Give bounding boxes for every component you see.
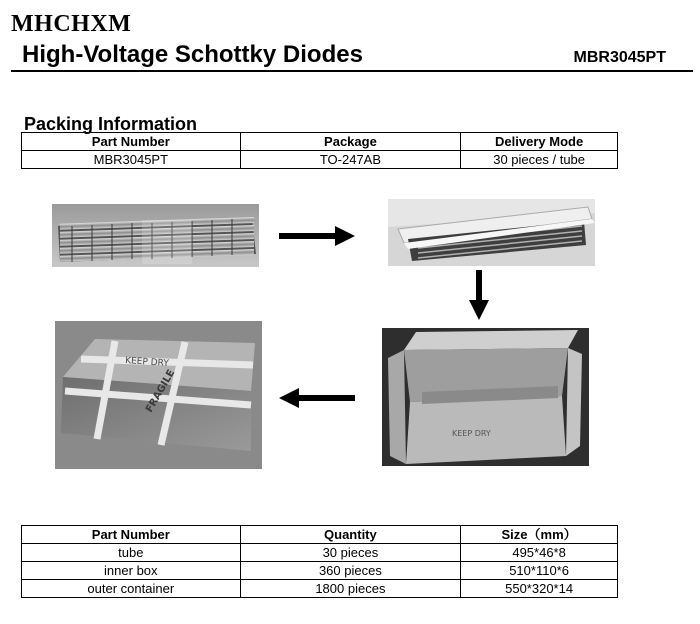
- table-cell: outer container: [22, 580, 241, 598]
- column-header: Size（mm）: [461, 526, 618, 544]
- table-cell: MBR3045PT: [22, 151, 241, 169]
- tape-label-text: FRAGILE: [144, 367, 178, 415]
- column-header: Quantity: [240, 526, 461, 544]
- table-cell: 510*110*6: [461, 562, 618, 580]
- table-row: [22, 580, 618, 598]
- table-header-row: [22, 133, 618, 151]
- photo-tubes: [52, 204, 259, 267]
- table-cell: 495*46*8: [461, 544, 618, 562]
- table-cell: TO-247AB: [240, 151, 461, 169]
- table-cell: inner box: [22, 562, 241, 580]
- brand-logo: MHCHXM: [11, 11, 132, 37]
- arrow-right-icon: [279, 226, 355, 246]
- arrow-down-icon: [469, 270, 489, 320]
- photo-outer-container: [55, 321, 262, 469]
- header-rule: [11, 70, 693, 72]
- table-row: [22, 544, 618, 562]
- quantity-table: [21, 525, 618, 598]
- photo-inner-box: [388, 199, 595, 266]
- column-header: Part Number: [22, 526, 241, 544]
- carton-label-text: KEEP DRY: [452, 429, 491, 438]
- box-label-text: KEEP DRY: [124, 356, 170, 370]
- column-header: Part Number: [22, 133, 241, 151]
- photo-empty-carton: [382, 328, 589, 466]
- table-cell: 30 pieces / tube: [461, 151, 618, 169]
- table-cell: 30 pieces: [240, 544, 461, 562]
- column-header: Package: [240, 133, 461, 151]
- section-title-packing: Packing Information: [24, 114, 198, 134]
- table-row: [22, 562, 618, 580]
- table-header-row: [22, 526, 618, 544]
- arrow-left-icon: [279, 388, 355, 408]
- table-cell: 360 pieces: [240, 562, 461, 580]
- column-header: Delivery Mode: [461, 133, 618, 151]
- packing-table: [21, 132, 618, 169]
- model-number: MBR3045PT: [573, 49, 666, 66]
- table-cell: 550*320*14: [461, 580, 618, 598]
- table-cell: tube: [22, 544, 241, 562]
- table-row: [22, 151, 618, 169]
- table-cell: 1800 pieces: [240, 580, 461, 598]
- page-title: High-Voltage Schottky Diodes: [22, 41, 363, 68]
